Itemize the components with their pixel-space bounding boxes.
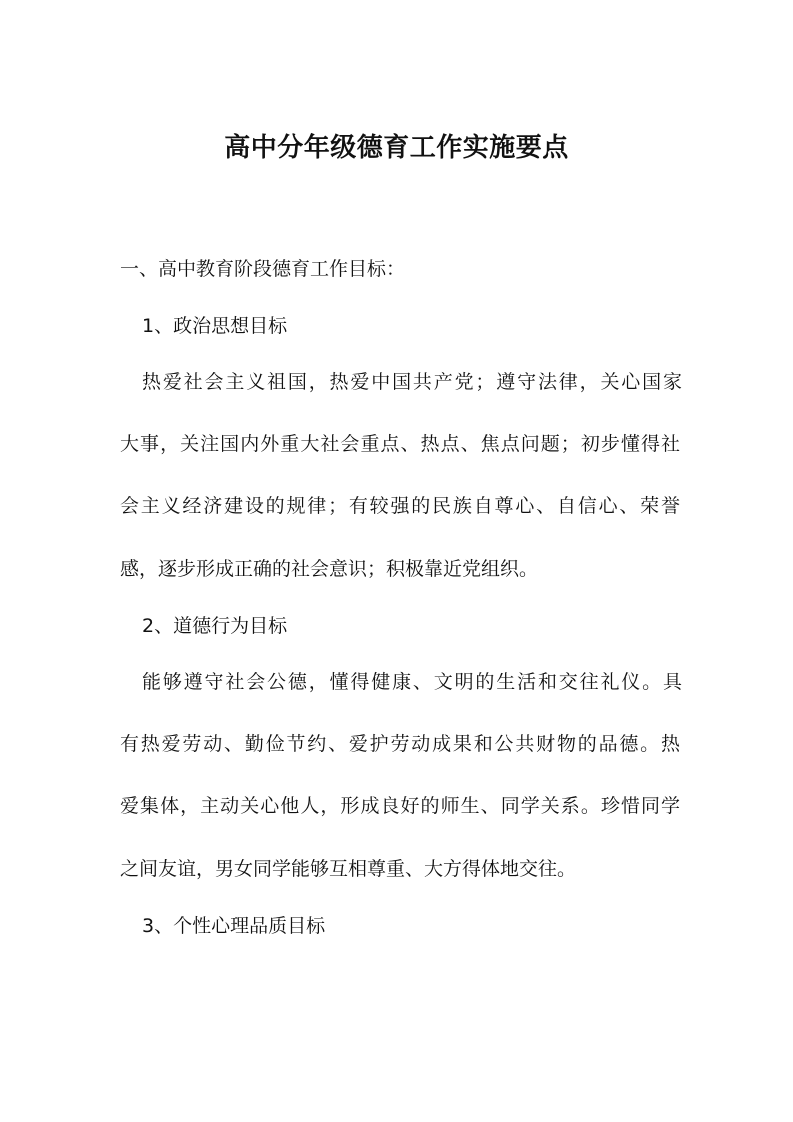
item-heading-1: 1、政治思想目标 [142,315,288,337]
paragraph-line: 之间友谊，男女同学能够互相尊重、大方得体地交往。 [120,858,577,880]
paragraph-line: 会主义经济建设的规律；有较强的民族自尊心、自信心、荣誉 [120,495,680,517]
paragraph-line: 有热爱劳动、勤俭节约、爱护劳动成果和公共财物的品德。热 [120,733,680,755]
paragraph-line: 热爱社会主义祖国，热爱中国共产党；遵守法律，关心国家 [142,371,682,393]
item-heading-3: 3、个性心理品质目标 [142,915,326,937]
paragraph-line: 能够遵守社会公德，懂得健康、文明的生活和交往礼仪。具 [142,671,682,693]
paragraph-line: 感，逐步形成正确的社会意识；积极靠近党组织。 [120,558,539,580]
document-title: 高中分年级德育工作实施要点 [224,133,569,163]
item-heading-2: 2、道德行为目标 [142,615,288,637]
paragraph-line: 大事，关注国内外重大社会重点、热点、焦点问题；初步懂得社 [120,433,680,455]
paragraph-line: 爱集体，主动关心他人，形成良好的师生、同学关系。珍惜同学 [120,795,680,817]
section-heading: 一、高中教育阶段德育工作目标： [120,258,406,280]
